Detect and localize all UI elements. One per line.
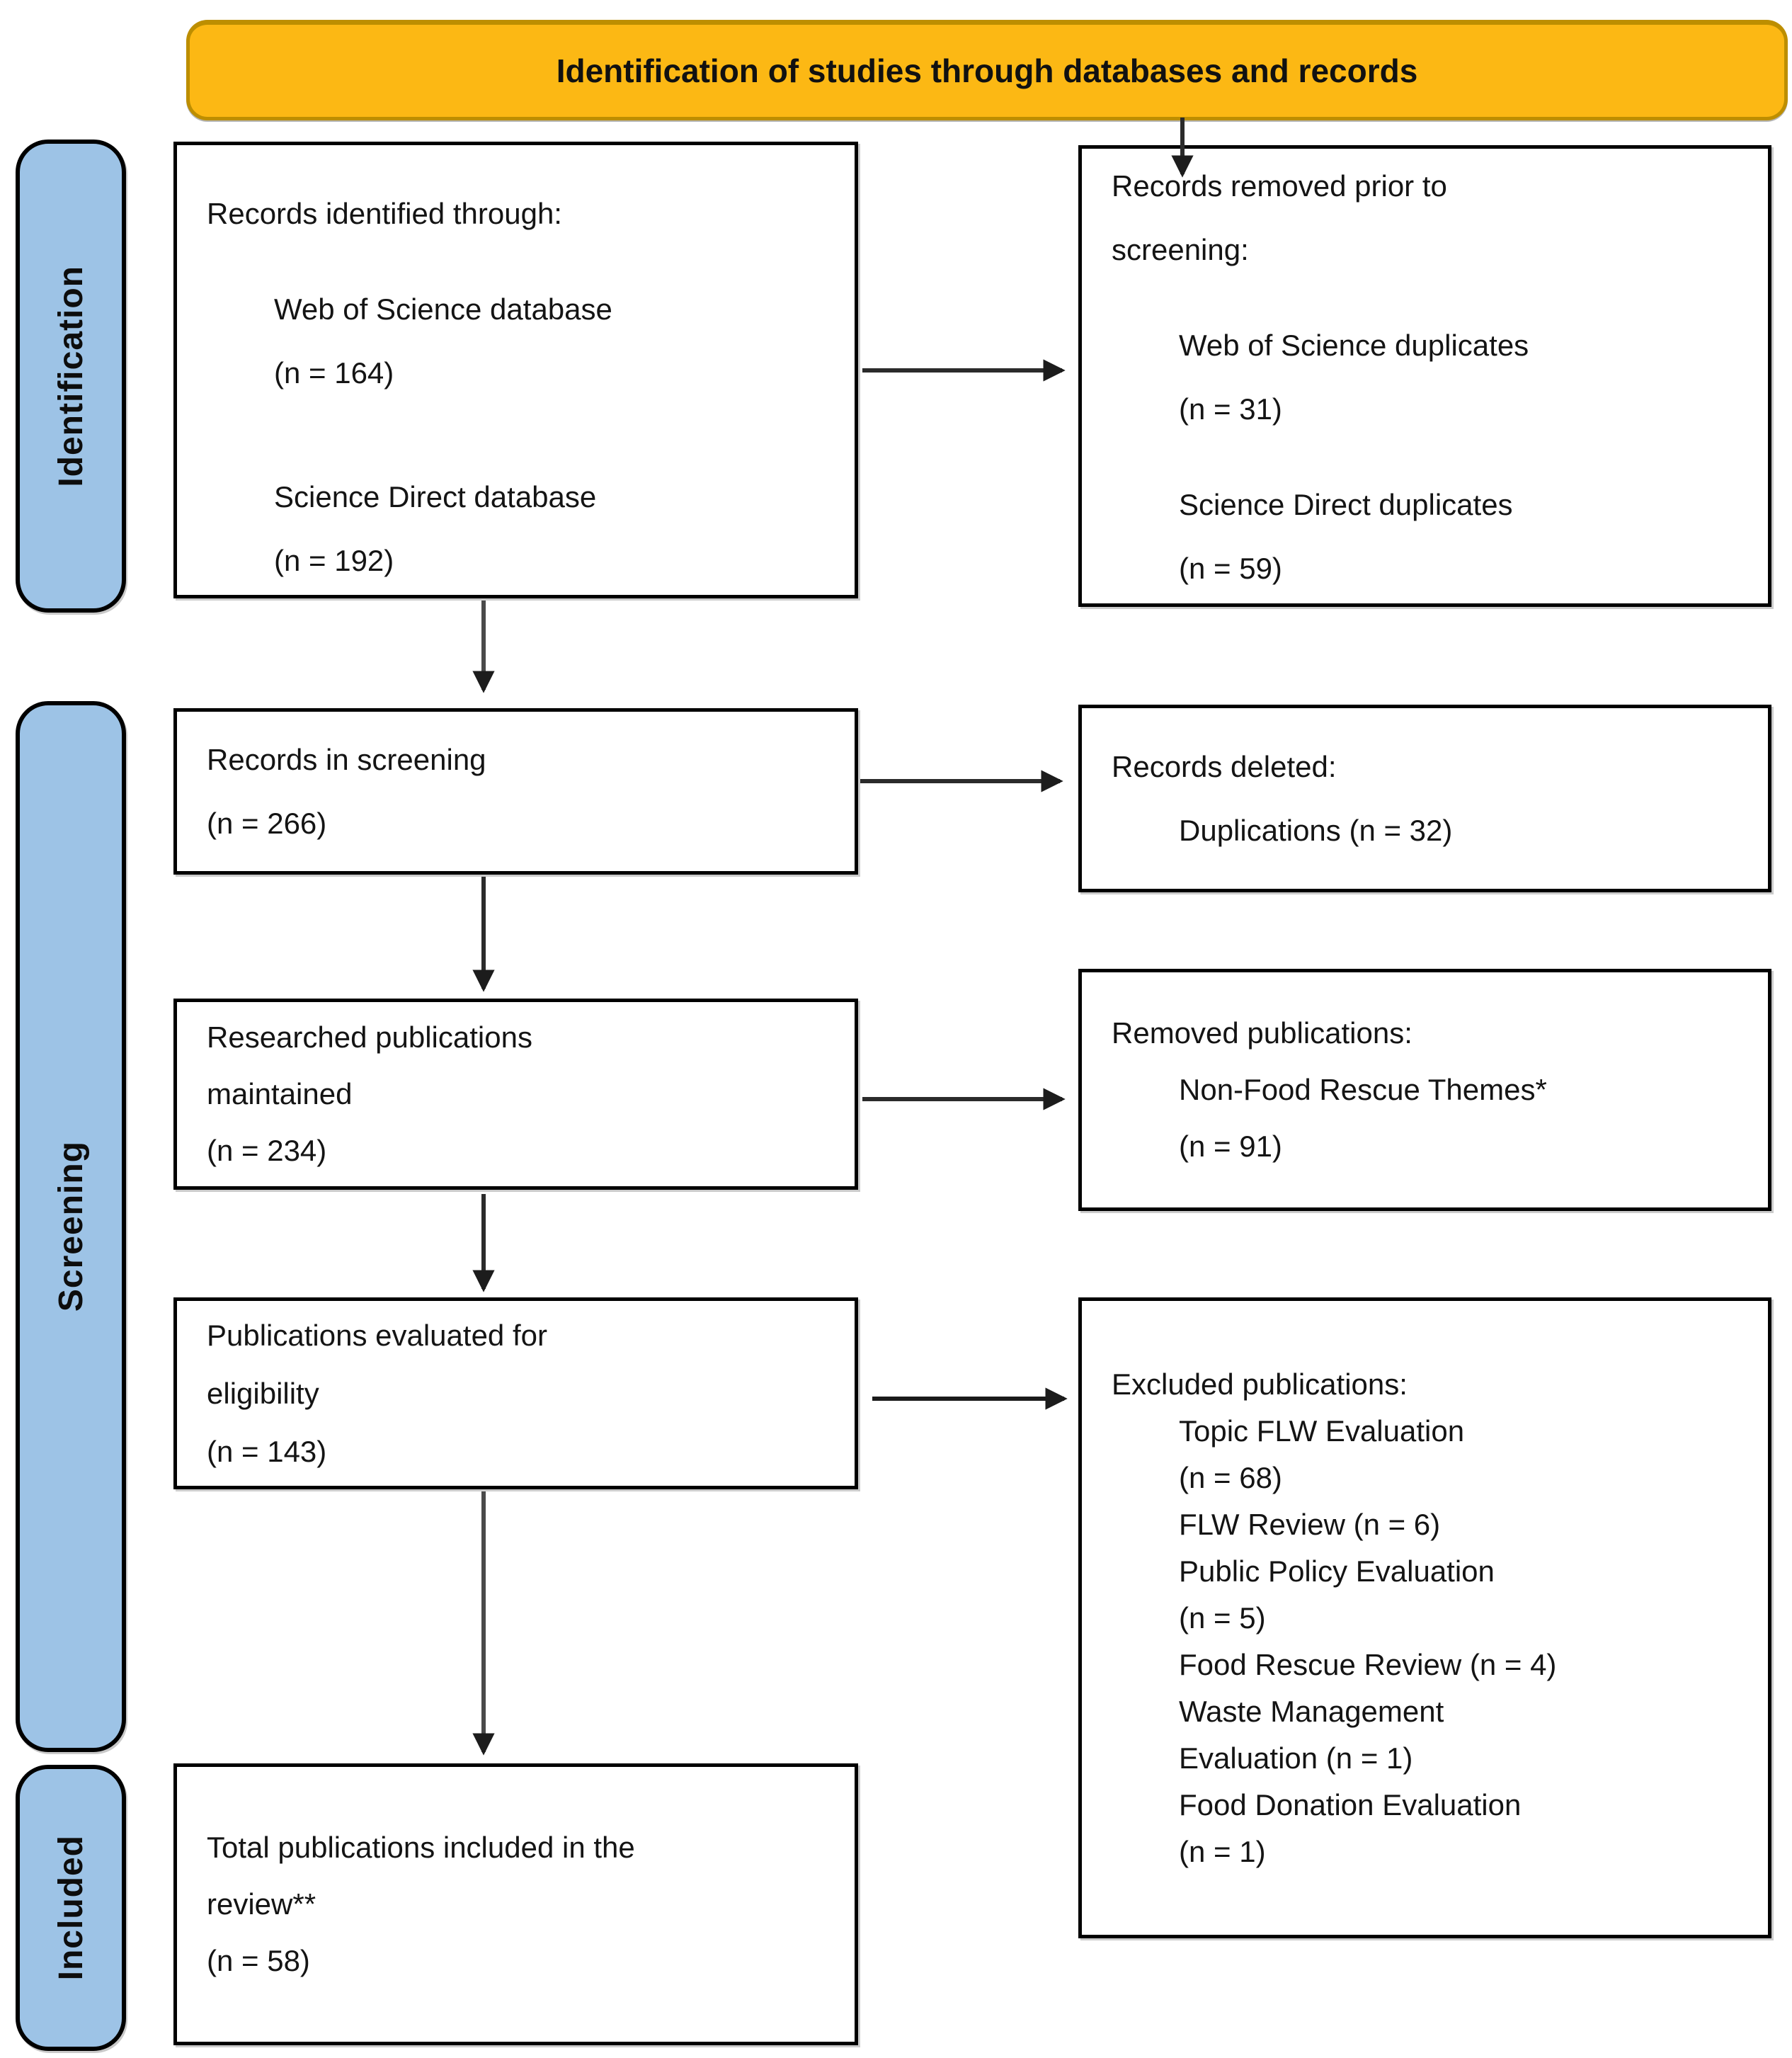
text-line: screening: — [1112, 233, 1249, 266]
box-researched-maintained — [173, 999, 858, 1190]
text-line: Topic FLW Evaluation — [1179, 1414, 1465, 1448]
text-line: (n = 234) — [207, 1134, 327, 1167]
box-records-in-screening — [173, 708, 858, 875]
box-records-removed — [1078, 145, 1771, 607]
stage-label-text: Identification — [52, 265, 90, 487]
title-banner — [186, 20, 1788, 120]
text-line: (n = 164) — [274, 356, 394, 390]
text-line: (n = 58) — [207, 1944, 310, 1977]
box-evaluated-eligibility — [173, 1297, 858, 1489]
text-line: Evaluation (n = 1) — [1179, 1741, 1413, 1775]
text-line: eligibility — [207, 1376, 319, 1410]
text-line: Food Donation Evaluation — [1179, 1787, 1522, 1821]
text-line: Records identified through: — [207, 197, 562, 230]
text-line: (n = 91) — [1179, 1130, 1282, 1163]
text-line: (n = 5) — [1179, 1601, 1266, 1635]
text-line: (n = 266) — [207, 806, 327, 840]
text-line: Food Rescue Review (n = 4) — [1179, 1647, 1557, 1681]
box-records-deleted — [1078, 705, 1771, 892]
text-line: Records in screening — [207, 742, 486, 776]
text-line: maintained — [207, 1077, 353, 1110]
text-line: Web of Science duplicates — [1179, 329, 1529, 362]
text-line: (n = 1) — [1179, 1834, 1266, 1868]
text-line: Records removed prior to — [1112, 169, 1447, 203]
text-line: Waste Management — [1179, 1694, 1444, 1728]
stage-label-identification — [16, 140, 126, 613]
text-line: Science Direct duplicates — [1179, 488, 1513, 521]
text-line: FLW Review (n = 6) — [1179, 1507, 1441, 1541]
box-excluded-publications — [1078, 1297, 1771, 1938]
text-line: (n = 143) — [207, 1434, 327, 1468]
text-line: Records deleted: — [1112, 749, 1337, 783]
box-total-included — [173, 1763, 858, 2045]
text-line: Excluded publications: — [1112, 1367, 1408, 1401]
text-line: Removed publications: — [1112, 1016, 1413, 1050]
text-line: Non-Food Rescue Themes* — [1179, 1073, 1547, 1106]
text-line: Publications evaluated for — [207, 1318, 547, 1352]
stage-label-screening — [16, 701, 126, 1752]
box-records-identified — [173, 142, 858, 598]
text-line: Total publications included in the — [207, 1831, 635, 1864]
diagram-title: Identification of studies through databases and records — [556, 52, 1418, 89]
text-line: (n = 31) — [1179, 392, 1282, 426]
text-line: (n = 59) — [1179, 552, 1282, 585]
text-line: (n = 68) — [1179, 1460, 1282, 1494]
stage-label-text: Included — [52, 1835, 90, 1981]
stage-label-text: Screening — [52, 1141, 90, 1312]
box-removed-publications — [1078, 969, 1771, 1211]
stage-label-included — [16, 1765, 126, 2051]
text-line: review** — [207, 1887, 316, 1921]
text-line: Public Policy Evaluation — [1179, 1554, 1495, 1588]
text-line: Researched publications — [207, 1021, 532, 1054]
text-line: Science Direct database — [274, 480, 597, 513]
text-line: Web of Science database — [274, 292, 612, 326]
text-line: (n = 192) — [274, 544, 394, 577]
text-line: Duplications (n = 32) — [1179, 813, 1453, 847]
